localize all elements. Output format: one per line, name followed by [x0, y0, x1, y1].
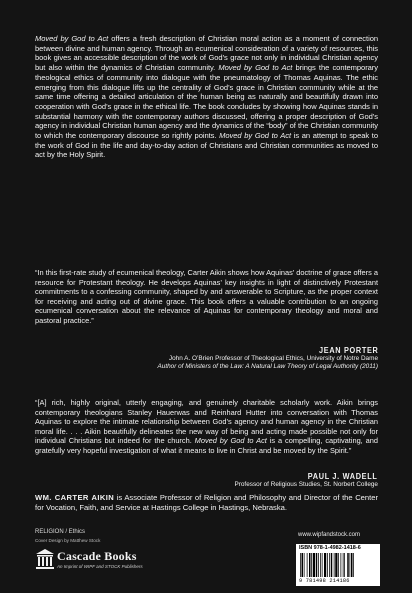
- endorser-book-year: (2011): [358, 363, 378, 370]
- barcode-digits: 9 781498 214186: [299, 578, 350, 584]
- description-text: brings the contemporary theological ethics of community into dialogue with the pneumatology of Thomas Aquinas. The ethic emerging from this dialogue lifts up the centrality of God’s grace in Christian community while at the same time offering a detailed articulation of the human being as naturally and beautifully drawn into cooperation with God’s grace in the ethical life. The book concludes by showing how Aquinas stands in substantial harmony with the contemporary authors discussed, offering a proper description of God’s agency in individual Christian human agency and the dynamics of the “body” of the Christian community to which the contemporary discourse so rightly points.: [35, 63, 378, 141]
- endorser-wadell: [234, 471, 378, 489]
- endorser-book-prefix: Author of: [157, 363, 186, 370]
- isbn-number: ISBN 978-1-4982-1418-6: [299, 545, 361, 551]
- author-bio: [35, 493, 378, 512]
- endorser-book-title: Ministers of the Law: A Natural Law Theory of Legal Authority: [185, 363, 359, 370]
- description-text: offers a fresh description of Christian moral action as a moment of connection between divine and human agency. Through an ecumenical consideration of a variety of resources, this book gives an accessible description of the work of God’s grace not only in individual Christian agency but also within the dynamics of Christian community.: [35, 34, 379, 73]
- publisher-website: www.wipfandstock.com: [298, 532, 361, 538]
- endorser-title: Professor of Religious Studies, St. Norbert College: [234, 481, 378, 488]
- quote-text: “[A] rich, highly original, utterly engaging, and genuinely charitable scholarly work. Aikin brings contemporary theologians Stanley Hauerwas and Reinhard Hutter into conversation with Thomas Aquinas to explore the intimate relationship between God’s agency and human agency in the Christian moral life. . . . Aikin beautifully delineates the new way of being and acting made possible not only for individual Christians but indeed for the church.: [35, 398, 378, 446]
- endorser-porter: [158, 345, 378, 371]
- barcode-icon: [299, 553, 377, 577]
- endorser-name: JEAN PORTER: [318, 345, 378, 355]
- cover-design-credit: Cover Design by Matthew Stock: [35, 538, 101, 543]
- category-label: RELIGION / Ethics: [35, 529, 86, 535]
- publisher-logo: [35, 548, 153, 578]
- book-title-ref: Moved by God to Act: [218, 63, 293, 73]
- publisher-tagline: An Imprint of WIPF and STOCK Publishers: [57, 564, 143, 569]
- author-name: WM. CARTER AIKIN: [35, 493, 115, 502]
- endorser-name: PAUL J. WADELL: [308, 471, 378, 481]
- building-columns-icon: [35, 548, 55, 570]
- endorser-book: [158, 363, 378, 371]
- description-text: is an attempt to speak to the work of God in the life and day-to-day action of Christians and Christian communities as moved to act by the Holy Spirit.: [35, 131, 378, 160]
- isbn-barcode: [296, 544, 380, 586]
- endorsement-quote-porter: “In this first-rate study of ecumenical theology, Carter Aikin shows how Aquinas’ doctrine of grace offers a resource for Protestant theology. He develops Aquinas’ key insights in light of distinctively Protestant commitments to a confessing community, shaped by and answerable to Scripture, as the proper context for receiving and acting out of divine grace. This book offers a valuable contribution to an ongoing ecumenical conversation about the relevance of Aquinas for contemporary theology and moral and pastoral practice.”: [35, 268, 378, 325]
- book-title-ref: Moved by God to Act: [194, 436, 267, 446]
- back-cover-description: [35, 34, 378, 160]
- publisher-name: Cascade Books: [57, 549, 137, 563]
- endorsement-quote-wadell: [35, 398, 378, 456]
- book-title-ref: Moved by God to Act: [35, 34, 109, 43]
- book-title-ref: Moved by God to Act: [219, 131, 292, 141]
- quote-text: is a compelling, captivating, and gratefully very hopeful investigation of what it means to live in Christ and be moved by the Spirit.”: [35, 436, 378, 455]
- author-bio-text: is Associate Professor of Religion and Philosophy and Director of the Center for Vocation, Faith, and Service at Hastings College in Hastings, Nebraska.: [35, 493, 378, 512]
- endorser-title: John A. O’Brien Professor of Theological Ethics, University of Notre Dame: [168, 355, 378, 362]
